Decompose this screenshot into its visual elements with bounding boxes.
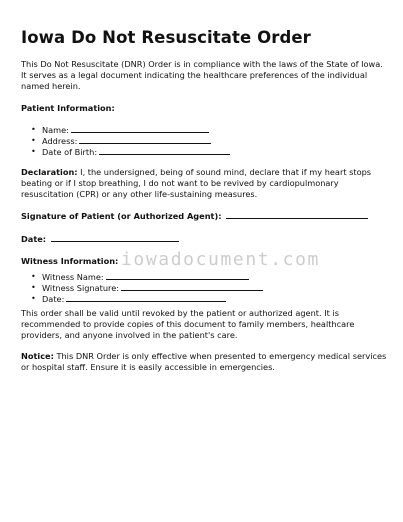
field-label: Address: — [42, 136, 78, 146]
patient-information-heading: Patient Information: — [21, 103, 115, 113]
signature-label: Signature of Patient (or Authorized Agent): — [21, 211, 222, 221]
bullet-icon: • — [31, 282, 36, 292]
patient-name-field — [30, 124, 389, 135]
document-title: Iowa Do Not Resuscitate Order — [21, 28, 311, 47]
signature-blank-line[interactable] — [226, 210, 368, 219]
validity-paragraph: This order shall be valid until revoked by the patient or authorized agent. It is recommended to provide copies of this document to family members, healthcare providers, and anyone involved in the patient's care. — [21, 308, 355, 340]
bullet-icon: • — [31, 135, 36, 145]
notice-paragraph — [21, 351, 389, 373]
name-blank-line[interactable] — [71, 124, 209, 133]
witness-signature-blank-line[interactable] — [121, 282, 263, 291]
bullet-icon: • — [31, 293, 36, 303]
field-label: Witness Signature: — [42, 283, 120, 293]
notice-label: Notice: — [21, 351, 54, 361]
bullet-icon: • — [31, 146, 36, 156]
field-label: Name: — [42, 125, 69, 135]
declaration-label: Declaration: — [21, 167, 78, 177]
intro-paragraph: This Do Not Resuscitate (DNR) Order is in compliance with the laws of the State of Iowa. It serves as a legal document indicating the healthcare preferences of the individual named herein. — [21, 59, 383, 91]
document-page — [21, 28, 389, 373]
dob-blank-line[interactable] — [99, 146, 230, 155]
witness-fields-list — [30, 271, 389, 304]
witness-name-field — [30, 271, 389, 282]
bullet-icon: • — [31, 271, 36, 281]
signature-line — [21, 210, 389, 222]
field-label: Witness Name: — [42, 272, 104, 282]
bullet-icon: • — [31, 124, 36, 134]
witness-name-blank-line[interactable] — [106, 271, 249, 280]
address-blank-line[interactable] — [79, 135, 211, 144]
patient-fields-list — [30, 124, 389, 157]
watermark-text: iowadocument.com — [121, 249, 320, 270]
witness-information-heading: Witness Information: — [21, 256, 119, 266]
witness-signature-field — [30, 282, 389, 293]
field-label: Date of Birth: — [42, 147, 98, 157]
date-label: Date: — [21, 234, 47, 244]
notice-text: This DNR Order is only effective when presented to emergency medical services or hospital staff. Ensure it is easily accessible in emergencies. — [21, 351, 387, 372]
field-label: Date: — [42, 294, 65, 304]
witness-date-blank-line[interactable] — [66, 293, 226, 302]
patient-dob-field — [30, 146, 389, 157]
date-blank-line[interactable] — [51, 233, 179, 242]
witness-date-field — [30, 293, 389, 304]
declaration-text: I, the undersigned, being of sound mind, declare that if my heart stops beating or if I stop breathing, I do not want to be revived by cardiopulmonary resuscitation (CPR) or any other life-sustaining measures. — [21, 167, 372, 199]
declaration-paragraph — [21, 167, 389, 200]
date-line — [21, 233, 389, 245]
patient-address-field — [30, 135, 389, 146]
